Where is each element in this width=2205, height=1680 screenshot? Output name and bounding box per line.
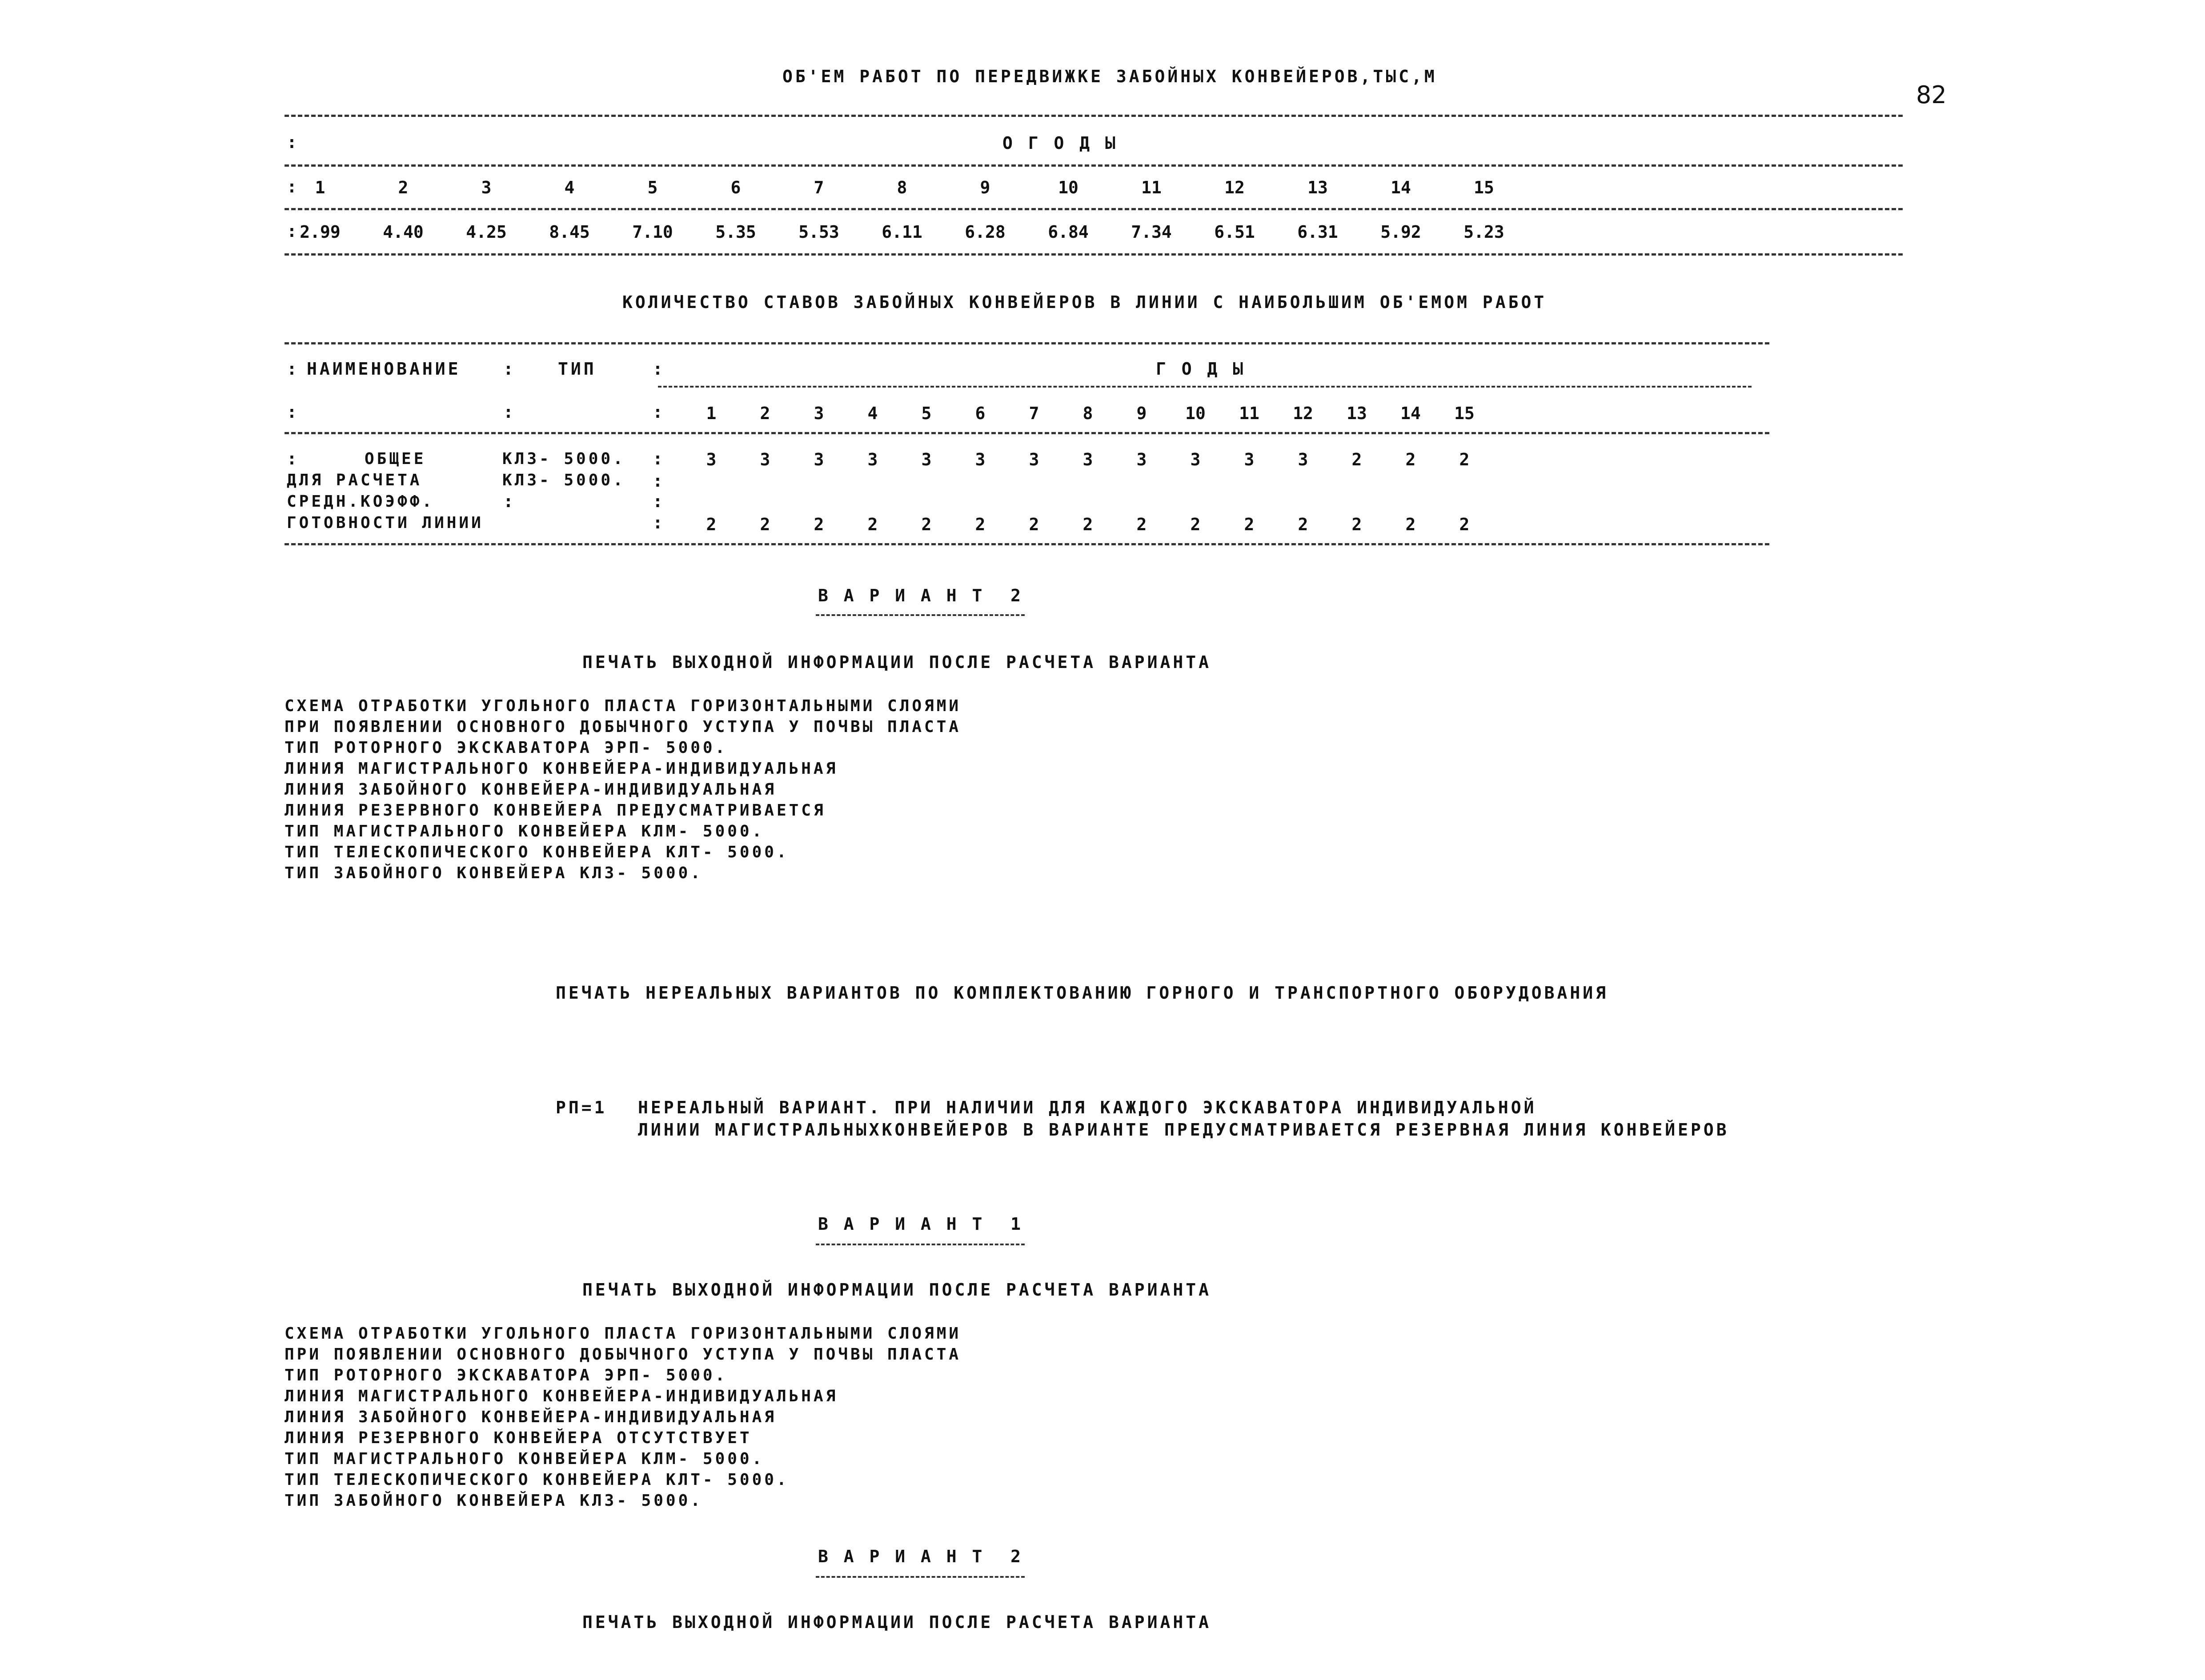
variant-b-subheading: ПЕЧАТЬ ВЫХОДНОЙ ИНФОРМАЦИИ ПОСЛЕ РАСЧЕТА ВАРИАНТА — [582, 1280, 1212, 1300]
table2-row1-cell: 3 — [1298, 450, 1308, 469]
table2-row2-name-2: СРЕДН.КОЭФФ. — [287, 492, 435, 511]
table2-row2-cell: 2 — [1029, 515, 1039, 534]
table1-year-cell: 14 — [1391, 178, 1411, 197]
table2-row1-type: КЛЗ- 5000. — [502, 450, 625, 468]
table2-row1-cell: 2 — [1405, 450, 1416, 469]
table1-years-header: О Г О Д Ы — [1002, 133, 1118, 153]
table2-year-cell: 1 — [706, 404, 717, 423]
page-number: 82 — [1916, 81, 1947, 109]
variant-a-heading: В А Р И А Н Т 2 — [818, 586, 1024, 605]
table2-colon: : — [287, 359, 297, 379]
table1-rule-mid2 — [285, 208, 1903, 210]
table2-row1-cell: 3 — [760, 450, 770, 469]
unreal-heading: ПЕЧАТЬ НЕРЕАЛЬНЫХ ВАРИАНТОВ ПО КОМПЛЕКТОВАНИЮ ГОРНОГО И ТРАНСПОРТНОГО ОБОРУДОВАНИЯ — [556, 983, 1608, 1003]
table2-row1-cell: 3 — [706, 450, 717, 469]
table2-colon: : — [287, 449, 297, 468]
table1-year-cell: 4 — [564, 178, 575, 197]
table2-year-cell: 15 — [1454, 404, 1475, 423]
table2-row2-cell: 2 — [1405, 515, 1416, 534]
table1-value-cell: 6.31 — [1297, 222, 1338, 242]
table2-row2-cell: 2 — [1459, 515, 1470, 534]
table1-value-cell: 6.28 — [965, 222, 1006, 242]
table2-rule-sub — [658, 386, 1752, 388]
table1-value-cell: 2.99 — [300, 222, 341, 242]
table2-row2-cell: 2 — [867, 515, 878, 534]
variant-a-underline — [816, 614, 1025, 616]
variant-a-line: ЛИНИЯ ЗАБОЙНОГО КОНВЕЙЕРА-ИНДИВИДУАЛЬНАЯ — [285, 780, 777, 799]
table2-row2-name-1: ДЛЯ РАСЧЕТА — [287, 471, 422, 489]
table2-year-cell: 4 — [867, 404, 878, 423]
table2-row2-cell: 2 — [1351, 515, 1362, 534]
table2-row1-cell: 3 — [921, 450, 932, 469]
table2-colon: : — [503, 359, 513, 379]
table2-row1-name: ОБЩЕЕ — [365, 450, 426, 468]
variant-c-heading: В А Р И А Н Т 2 — [818, 1547, 1024, 1566]
variant-a-line: СХЕМА ОТРАБОТКИ УГОЛЬНОГО ПЛАСТА ГОРИЗОНТАЛЬНЫМИ СЛОЯМИ — [285, 697, 962, 715]
table1-rule-bottom — [285, 253, 1903, 256]
table1-year-cell: 1 — [315, 178, 325, 197]
table1-year-cell: 10 — [1058, 178, 1078, 197]
table1-value-cell: 5.23 — [1463, 222, 1504, 242]
table2-row1-cell: 3 — [1244, 450, 1255, 469]
table2-rule-mid — [285, 432, 1769, 434]
variant-a-line: ЛИНИЯ РЕЗЕРВНОГО КОНВЕЙЕРА ПРЕДУСМАТРИВАЕТСЯ — [285, 801, 826, 820]
variant-b-heading: В А Р И А Н Т 1 — [818, 1214, 1024, 1234]
table2-year-cell: 8 — [1082, 404, 1093, 423]
variant-a-line: ТИП МАГИСТРАЛЬНОГО КОНВЕЙЕРА КЛМ- 5000. — [285, 822, 765, 840]
table2-year-cell: 13 — [1347, 404, 1367, 423]
table2-rule-bottom — [285, 543, 1769, 545]
variant-b-line: ТИП РОТОРНОГО ЭКСКАВАТОРА ЭРП- 5000. — [285, 1366, 728, 1384]
table1-value-cell: 4.40 — [383, 222, 424, 242]
table1-value-cell: 8.45 — [549, 222, 590, 242]
table2-colon: : — [503, 492, 513, 511]
variant-c-subheading: ПЕЧАТЬ ВЫХОДНОЙ ИНФОРМАЦИИ ПОСЛЕ РАСЧЕТА ВАРИАНТА — [582, 1612, 1212, 1632]
table2-row1-cell: 3 — [867, 450, 878, 469]
table2-row1-cell: 3 — [975, 450, 986, 469]
variant-a-line: ТИП ЗАБОЙНОГО КОНВЕЙЕРА КЛЗ- 5000. — [285, 864, 703, 882]
table2-colon: : — [653, 471, 663, 491]
table2-row1-cell: 3 — [1190, 450, 1201, 469]
table2-colon: : — [653, 449, 663, 468]
table2-row1-cell: 3 — [1029, 450, 1039, 469]
table1-year-cell: 6 — [730, 178, 741, 197]
variant-a-line: ЛИНИЯ МАГИСТРАЛЬНОГО КОНВЕЙЕРА-ИНДИВИДУАЛЬНАЯ — [285, 760, 838, 778]
table2-row2-cell: 2 — [1136, 515, 1147, 534]
table2-row2-cell: 2 — [921, 515, 932, 534]
table2-year-cell: 2 — [760, 404, 770, 423]
variant-b-line: ТИП ЗАБОЙНОГО КОНВЕЙЕРА КЛЗ- 5000. — [285, 1492, 703, 1510]
table2-colon: : — [653, 513, 663, 532]
table1-year-cell: 8 — [897, 178, 907, 197]
table2-row2-type: КЛЗ- 5000. — [502, 471, 625, 489]
variant-b-line: ТИП ТЕЛЕСКОПИЧЕСКОГО КОНВЕЙЕРА КЛТ- 5000. — [285, 1471, 789, 1489]
table1-value-cell: 4.25 — [466, 222, 507, 242]
table2-row1-cell: 3 — [1136, 450, 1147, 469]
table2-year-cell: 14 — [1400, 404, 1421, 423]
table1-year-cell: 13 — [1307, 178, 1328, 197]
table2-year-cell: 6 — [975, 404, 986, 423]
table2-year-cell: 3 — [814, 404, 824, 423]
table2-row2-cell: 2 — [706, 515, 717, 534]
table2-col-years: Г О Д Ы — [1156, 359, 1246, 379]
table1-year-cell: 2 — [398, 178, 409, 197]
variant-b-underline — [816, 1244, 1025, 1245]
table1-title: ОБ'ЕМ РАБОТ ПО ПЕРЕДВИЖКЕ ЗАБОЙНЫХ КОНВЕЙЕРОВ,ТЫС,М — [782, 67, 1437, 86]
table1-value-cell: 6.11 — [882, 222, 922, 242]
table2-row2-cell: 2 — [1298, 515, 1308, 534]
table2-year-cell: 10 — [1185, 404, 1206, 423]
variant-b-line: СХЕМА ОТРАБОТКИ УГОЛЬНОГО ПЛАСТА ГОРИЗОНТАЛЬНЫМИ СЛОЯМИ — [285, 1324, 962, 1343]
variant-b-line: ТИП МАГИСТРАЛЬНОГО КОНВЕЙЕРА КЛМ- 5000. — [285, 1450, 765, 1468]
table2-colon: : — [503, 402, 513, 422]
table1-value-cell: 6.51 — [1214, 222, 1255, 242]
table2-row2-cell: 2 — [1244, 515, 1255, 534]
variant-a-subheading: ПЕЧАТЬ ВЫХОДНОЙ ИНФОРМАЦИИ ПОСЛЕ РАСЧЕТА ВАРИАНТА — [582, 652, 1212, 672]
table2-colon: : — [287, 402, 297, 422]
table1-value-cell: 5.53 — [798, 222, 839, 242]
table1-value-cell: 7.34 — [1131, 222, 1172, 242]
table1-colon: : — [287, 177, 297, 196]
variant-b-line: ЛИНИЯ ЗАБОЙНОГО КОНВЕЙЕРА-ИНДИВИДУАЛЬНАЯ — [285, 1408, 777, 1426]
table1-year-cell: 15 — [1474, 178, 1494, 197]
table1-value-cell: 7.10 — [632, 222, 673, 242]
table2-col-type: ТИП — [558, 359, 597, 379]
table2-col-name: НАИМЕНОВАНИЕ — [307, 359, 461, 379]
table1-colon: : — [287, 132, 297, 152]
variant-a-line: ТИП РОТОРНОГО ЭКСКАВАТОРА ЭРП- 5000. — [285, 739, 728, 757]
table2-year-cell: 11 — [1239, 404, 1259, 423]
table2-row2-cell: 2 — [814, 515, 824, 534]
table1-year-cell: 3 — [481, 178, 492, 197]
unreal-line1: НЕРЕАЛЬНЫЙ ВАРИАНТ. ПРИ НАЛИЧИИ ДЛЯ КАЖДОГО ЭКСКАВАТОРА ИНДИВИДУАЛЬНОЙ — [638, 1098, 1537, 1117]
table1-year-cell: 12 — [1224, 178, 1245, 197]
table1-value-cell: 5.35 — [715, 222, 756, 242]
table1-value-cell: 5.92 — [1380, 222, 1421, 242]
table2-title: КОЛИЧЕСТВО СТАВОВ ЗАБОЙНЫХ КОНВЕЙЕРОВ В ЛИНИИ С НАИБОЛЬШИМ ОБ'ЕМОМ РАБОТ — [622, 292, 1547, 312]
table2-row1-cell: 3 — [1082, 450, 1093, 469]
table1-year-cell: 7 — [814, 178, 824, 197]
table1-year-cell: 5 — [647, 178, 658, 197]
table2-colon: : — [653, 359, 663, 379]
table2-colon: : — [653, 492, 663, 511]
variant-b-line: ПРИ ПОЯВЛЕНИИ ОСНОВНОГО ДОБЫЧНОГО УСТУПА У ПОЧВЫ ПЛАСТА — [285, 1345, 962, 1364]
table2-year-cell: 12 — [1293, 404, 1313, 423]
unreal-line2: ЛИНИИ МАГИСТРАЛЬНЫХКОНВЕЙЕРОВ В ВАРИАНТЕ ПРЕДУСМАТРИВАЕТСЯ РЕЗЕРВНАЯ ЛИНИЯ КОНВЕЙЕРОВ — [638, 1120, 1729, 1140]
table1-year-cell: 11 — [1141, 178, 1162, 197]
variant-b-line: ЛИНИЯ РЕЗЕРВНОГО КОНВЕЙЕРА ОТСУТСТВУЕТ — [285, 1429, 752, 1447]
table2-colon: : — [653, 402, 663, 422]
table1-colon: : — [287, 221, 297, 241]
variant-a-line: ПРИ ПОЯВЛЕНИИ ОСНОВНОГО ДОБЫЧНОГО УСТУПА У ПОЧВЫ ПЛАСТА — [285, 718, 962, 736]
table2-row2-cell: 2 — [1190, 515, 1201, 534]
table2-row2-cell: 2 — [1082, 515, 1093, 534]
table2-row1-cell: 2 — [1459, 450, 1470, 469]
table2-rule-top — [285, 342, 1769, 344]
table2-year-cell: 7 — [1029, 404, 1039, 423]
table1-rule-top — [285, 115, 1903, 117]
variant-b-line: ЛИНИЯ МАГИСТРАЛЬНОГО КОНВЕЙЕРА-ИНДИВИДУАЛЬНАЯ — [285, 1387, 838, 1405]
table2-row2-name-3: ГОТОВНОСТИ ЛИНИИ — [287, 514, 484, 532]
table2-row2-cell: 2 — [760, 515, 770, 534]
variant-a-line: ТИП ТЕЛЕСКОПИЧЕСКОГО КОНВЕЙЕРА КЛТ- 5000. — [285, 843, 789, 861]
table1-year-cell: 9 — [980, 178, 990, 197]
table2-row1-cell: 2 — [1351, 450, 1362, 469]
table2-year-cell: 5 — [921, 404, 932, 423]
table1-value-cell: 6.84 — [1048, 222, 1089, 242]
table2-year-cell: 9 — [1136, 404, 1147, 423]
variant-c-underline — [816, 1576, 1025, 1578]
table1-rule-mid1 — [285, 164, 1903, 167]
table2-row2-cell: 2 — [975, 515, 986, 534]
unreal-code: РП=1 — [556, 1098, 607, 1117]
table2-row1-cell: 3 — [814, 450, 824, 469]
